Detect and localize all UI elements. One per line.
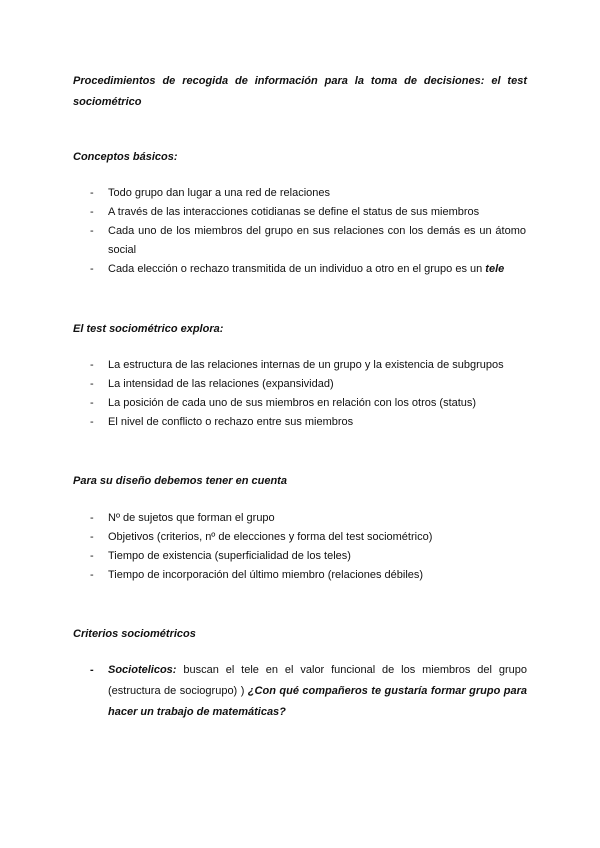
section-heading-conceptos: Conceptos básicos: <box>73 151 178 163</box>
section-heading-criterios: Criterios sociométricos <box>73 628 196 640</box>
term-sociotelicos: Sociotelicos: <box>108 664 177 676</box>
emphasis-tele: tele <box>485 263 505 275</box>
list-item: - Todo grupo dan lugar a una red de relaciones <box>0 184 526 203</box>
list-conceptos <box>0 184 600 279</box>
list-item: - A través de las interacciones cotidianas se define el status de sus miembros <box>0 203 526 222</box>
bullet-marker: - <box>90 664 94 676</box>
bullet-marker: - <box>90 225 94 237</box>
bullet-marker: - <box>90 359 94 371</box>
criterios-text <box>108 660 527 723</box>
list-item: - La intensidad de las relaciones (expansividad) <box>0 375 526 394</box>
list-item: - Nº de sujetos que forman el grupo <box>0 509 526 528</box>
list-item: - Objetivos (criterios, nº de elecciones y forma del test sociométrico) <box>0 528 526 547</box>
example-question: ¿Con qué compañeros te gustaría formar grupo para hacer un trabajo de matemáticas? <box>108 685 527 718</box>
bullet-marker: - <box>90 416 94 428</box>
list-item: - La posición de cada uno de sus miembros en relación con los otros (status) <box>0 394 526 413</box>
criterios-item <box>0 660 600 723</box>
list-item: - El nivel de conflicto o rechazo entre sus miembros <box>0 413 526 432</box>
bullet-marker: - <box>90 378 94 390</box>
bullet-marker: - <box>90 187 94 199</box>
bullet-marker: - <box>90 397 94 409</box>
list-explora <box>0 356 600 432</box>
list-item: - Tiempo de existencia (superficialidad de los teles) <box>0 547 526 566</box>
list-item: - Cada uno de los miembros del grupo en sus relaciones con los demás es un átomo social <box>0 222 526 260</box>
bullet-marker: - <box>90 206 94 218</box>
bullet-marker: - <box>90 263 94 275</box>
section-heading-diseno: Para su diseño debemos tener en cuenta <box>73 475 287 487</box>
bullet-marker: - <box>90 550 94 562</box>
document-title: Procedimientos de recogida de información para la toma de decisiones: el test sociométrico <box>73 75 527 108</box>
item-text: Cada elección o rechazo transmitida de un individuo a otro en el grupo es un <box>108 263 486 275</box>
list-diseno <box>0 509 600 585</box>
list-item <box>0 260 526 279</box>
section-heading-explora: El test sociométrico explora: <box>73 323 224 335</box>
list-item: - La estructura de las relaciones internas de un grupo y la existencia de subgrupos <box>0 356 526 375</box>
list-item: - Tiempo de incorporación del último miembro (relaciones débiles) <box>0 566 526 585</box>
bullet-marker: - <box>90 569 94 581</box>
bullet-marker: - <box>90 531 94 543</box>
bullet-marker: - <box>90 512 94 524</box>
criterios-description: buscan el tele en el valor funcional de los miembros del grupo (estructura de sociogrupo) ) <box>108 664 527 697</box>
